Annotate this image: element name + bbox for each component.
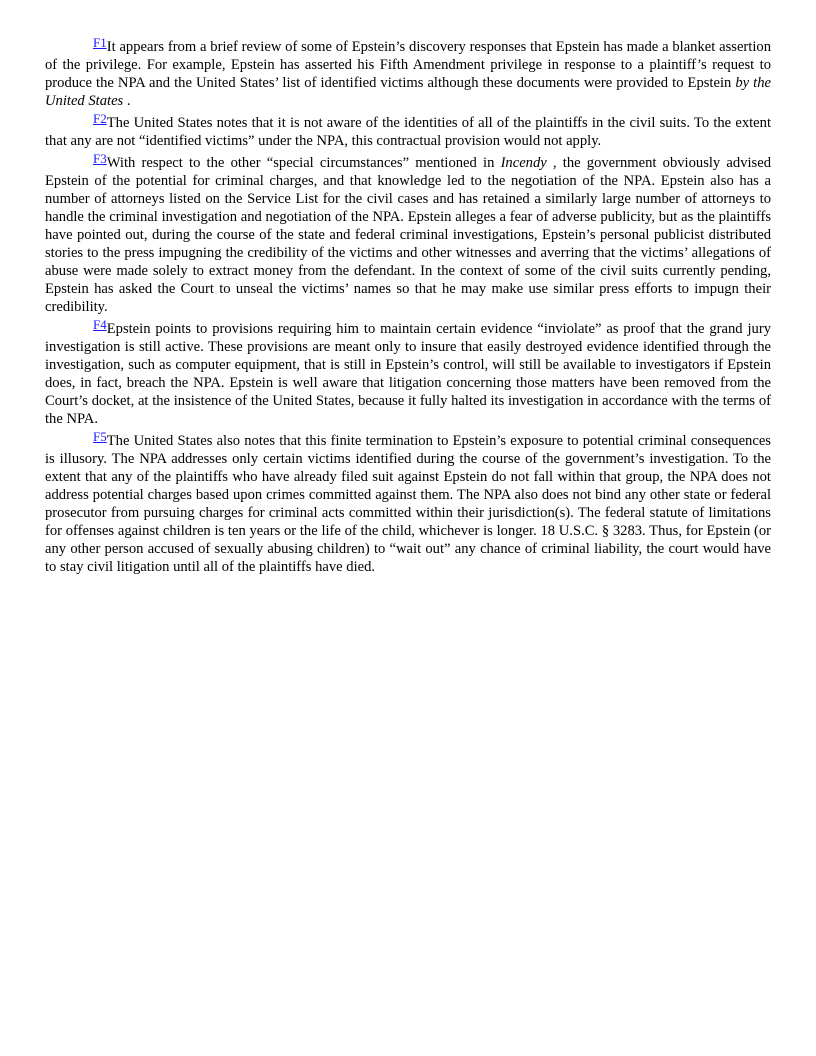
footnote-f5 — [45, 429, 771, 576]
footnote-f3-text-before: With respect to the other “special circumstances” mentioned in — [106, 155, 501, 171]
footnote-marker-f5[interactable]: F5 — [93, 429, 107, 444]
footnote-f5-text: The United States also notes that this finite termination to Epstein’s exposure to potential criminal consequences is illusory. The NPA addresses only certain victims identified during the course of the government’s investigation. To the extent that any of the plaintiffs who have already filed suit against Epstein do not fall within that group, the NPA does not address potential charges based upon crimes committed against them. The NPA also does not bind any other state or federal prosecutor from pursuing charges for criminal acts committed within their jurisdiction(s). The federal statute of limitations for offenses against children is ten years or the life of the child, whichever is longer. 18 U.S.C. § 3283. Thus, for Epstein (or any other person accused of sexually abusing children) to “wait out” any chance of criminal liability, the court would have to stay civil litigation until all of the plaintiffs have died. — [45, 433, 771, 575]
footnote-f1-italic: by the United States — [45, 75, 771, 109]
footnote-f1 — [45, 35, 771, 110]
footnote-marker-f3[interactable]: F3 — [93, 151, 107, 166]
footnote-f2 — [45, 111, 771, 150]
footnote-f4 — [45, 317, 771, 428]
footnote-f4-text: Epstein points to provisions requiring him to maintain certain evidence “inviolate” as proof that the grand jury investigation is still active. These provisions are meant only to insure that easily destroyed evidence identified through the investigation, such as computer equipment, that is still in Epstein’s control, will still be available to investigators if Epstein does, in fact, breach the NPA. Epstein is well aware that litigation concerning those matters have been removed from the Court’s docket, at the insistence of the United States, because it fully halted its investigation in accordance with the terms of the NPA. — [45, 321, 771, 427]
footnote-f1-text-before: It appears from a brief review of some of Epstein’s discovery responses that Epstein has made a blanket assertion of the privilege. For example, Epstein has asserted his Fifth Amendment privilege in response to a plaintiff’s request to produce the NPA and the United States’ list of identified victims although these documents were provided to Epstein — [45, 39, 771, 91]
footnote-marker-f2[interactable]: F2 — [93, 111, 107, 126]
footnote-f3-italic: Incendy — [500, 155, 547, 171]
footnote-marker-f1[interactable]: F1 — [93, 35, 107, 50]
footnote-f2-text: The United States notes that it is not aware of the identities of all of the plaintiffs in the civil suits. To the extent that any are not “identified victims” under the NPA, this contractual provision would not apply. — [45, 115, 771, 149]
footnote-f3 — [45, 151, 771, 316]
footnote-f1-text-after: . — [123, 93, 131, 109]
footnotes-page — [45, 35, 771, 580]
footnote-marker-f4[interactable]: F4 — [93, 317, 107, 332]
footnote-f3-text-after: , the government obviously advised Epstein of the potential for criminal charges, and that knowledge led to the negotiation of the NPA. Epstein also has a number of attorneys listed on the Service List for the civil cases and has retained a similarly large number of attorneys to handle the criminal investigation and negotiation of the NPA. Epstein alleges a fear of adverse publicity, but as the plaintiffs have pointed out, during the course of the state and federal criminal investigations, Epstein’s personal publicist distributed stories to the press impugning the credibility of the victims and other witnesses and averring that the victims’ allegations of abuse were made solely to extract money from the defendant. In the context of some of the civil suits currently pending, Epstein has asked the Court to unseal the victims’ names so that he may make use similar press efforts to impugn their credibility. — [45, 155, 771, 315]
